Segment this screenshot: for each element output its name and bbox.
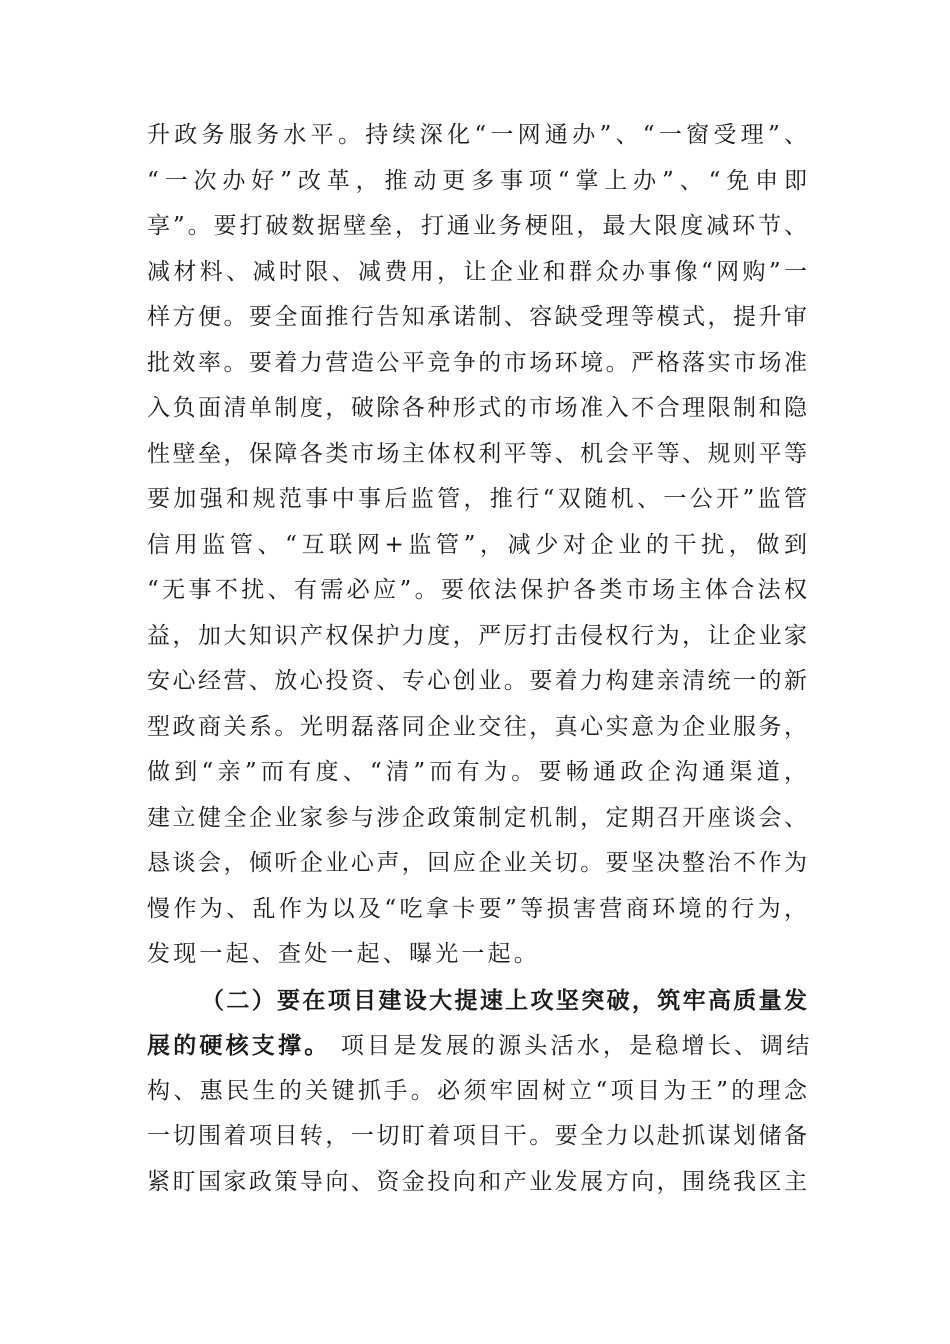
body-text-after-heading: 项目是发展的源头活水，是稳增长、调结 (330, 1033, 813, 1059)
paragraph-last-line: 发现一起、查处一起、曝光一起。 (147, 941, 540, 967)
body-line: 享”。要打破数据壁垒，打通业务梗阻，最大限度减环节、 (147, 213, 807, 239)
document-body (147, 113, 813, 1205)
body-line: 入负面清单制度，破除各种形式的市场准入不合理限制和隐 (147, 395, 807, 421)
body-line: 样方便。要全面推行告知承诺制、容缺受理等模式，提升审 (147, 304, 807, 330)
body-line: 升政务服务水平。持续深化“一网通办”、“一窗受理”、 (147, 122, 807, 148)
body-line: 益，加大知识产权保护力度，严厉打击侵权行为，让企业家 (147, 622, 807, 649)
body-line: 做到“亲”而有度、“清”而有为。要畅通政企沟通渠道， (147, 759, 807, 785)
body-line: 构、惠民生的关键抓手。必须牢固树立“项目为王”的理念 (147, 1077, 807, 1104)
body-line: 批效率。要着力营造公平竞争的市场环境。严格落实市场准 (147, 349, 807, 376)
body-line: 恳谈会，倾听企业心声，回应企业关切。要坚决整治不作为 (147, 850, 807, 876)
body-line: “一次办好”改革，推动更多事项“掌上办”、“免申即 (147, 167, 807, 194)
section-heading-tail: 展的硬核支撑。 (147, 1032, 331, 1059)
body-line: 紧盯国家政策导向、资金投向和产业发展方向，围绕我区主 (147, 1168, 807, 1195)
body-line: 性壁垒，保障各类市场主体权利平等、机会平等、规则平等 (147, 440, 807, 467)
body-line: 慢作为、乱作为以及“吃拿卡要”等损害营商环境的行为， (147, 895, 807, 922)
body-line: 建立健全企业家参与涉企政策制定机制，定期召开座谈会、 (147, 804, 807, 831)
body-line: 型政商关系。光明磊落同企业交往，真心实意为企业服务， (147, 713, 807, 740)
section-heading-continuation (147, 1023, 813, 1069)
body-line: 信用监管、“互联网+监管”，减少对企业的干扰，做到 (147, 531, 807, 558)
section-heading: （二）要在项目建设大提速上攻坚突破，筑牢高质量发 (201, 986, 807, 1014)
body-line: 减材料、减时限、减费用，让企业和群众办事像“网购”一 (147, 258, 807, 285)
body-line: 一切围着项目转，一切盯着项目干。要全力以赴抓谋划储备 (147, 1123, 807, 1149)
body-line: “无事不扰、有需必应”。要依法保护各类市场主体合法权 (147, 577, 807, 603)
body-line: 要加强和规范事中事后监管，推行“双随机、一公开”监管 (147, 486, 807, 512)
body-line: 安心经营、放心投资、专心创业。要着力构建亲清统一的新 (147, 668, 807, 694)
